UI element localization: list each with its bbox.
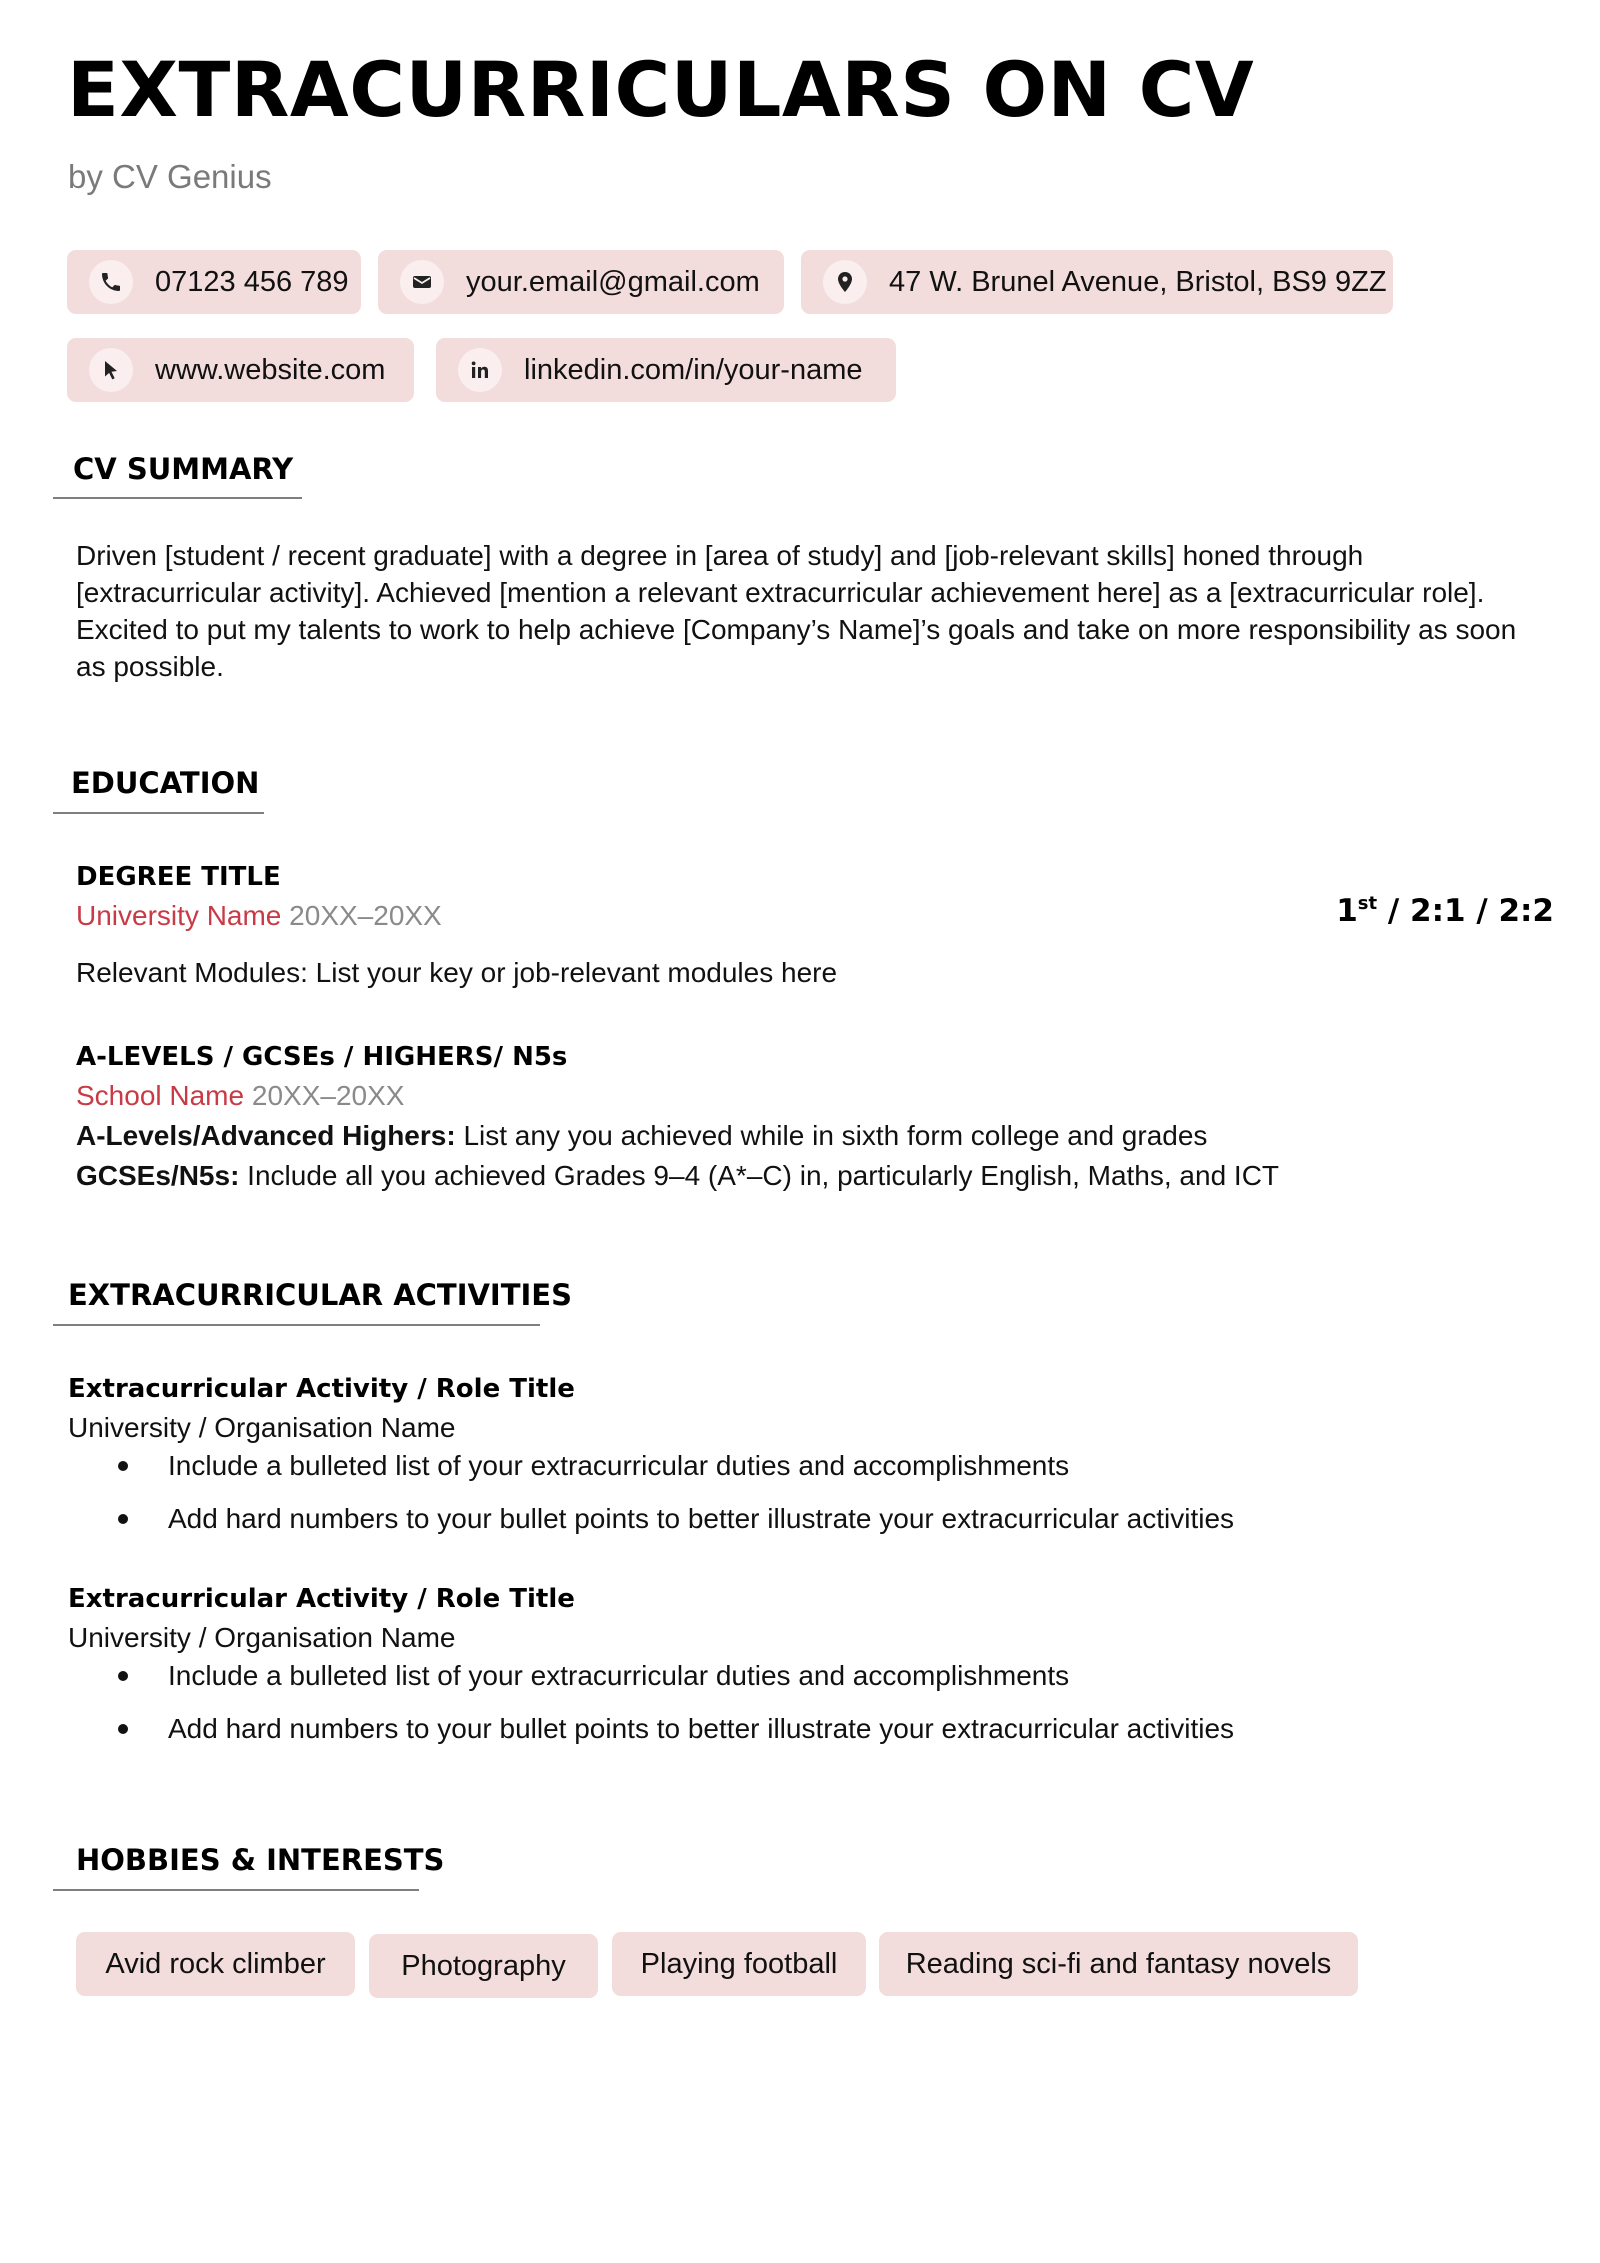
gcse-line bbox=[76, 1160, 1279, 1192]
contact-address[interactable] bbox=[801, 250, 1393, 314]
grade-first: 1 bbox=[1336, 893, 1358, 929]
gcse-label: GCSEs/N5s: bbox=[76, 1160, 240, 1191]
alevels-label: A-Levels/Advanced Highers: bbox=[76, 1120, 456, 1151]
extracurricular-divider bbox=[53, 1324, 540, 1326]
summary-divider bbox=[53, 497, 302, 499]
contact-phone-text: 07123 456 789 bbox=[155, 265, 349, 298]
grade-superscript: st bbox=[1357, 893, 1378, 914]
contact-email[interactable] bbox=[378, 250, 784, 314]
page-title: EXTRACURRICULARS ON CV bbox=[67, 45, 1255, 134]
hobby-chip[interactable]: Reading sci-fi and fantasy novels bbox=[879, 1932, 1358, 1996]
activity-organisation: University / Organisation Name bbox=[68, 1412, 456, 1443]
education-heading: EDUCATION bbox=[71, 766, 260, 800]
contact-email-text: your.email@gmail.com bbox=[466, 265, 760, 298]
summary-heading: CV SUMMARY bbox=[73, 452, 294, 486]
activity-bullet bbox=[118, 1503, 1234, 1535]
school-name: School Name bbox=[76, 1080, 245, 1111]
school-institution-line bbox=[76, 1080, 404, 1112]
hobby-chip[interactable]: Photography bbox=[369, 1934, 598, 1998]
location-pin-icon bbox=[823, 260, 867, 304]
hobbies-divider bbox=[53, 1889, 419, 1891]
contact-website-text: www.website.com bbox=[155, 353, 386, 386]
page-subtitle: by CV Genius bbox=[68, 158, 272, 195]
bullet-dot bbox=[118, 1461, 128, 1471]
cursor-icon bbox=[89, 348, 133, 392]
bullet-dot bbox=[118, 1724, 128, 1734]
email-icon bbox=[400, 260, 444, 304]
bullet-text: Add hard numbers to your bullet points to better illustrate your extracurricular activities bbox=[168, 1713, 1235, 1744]
contact-address-text: 47 W. Brunel Avenue, Bristol, BS9 9ZZ bbox=[889, 265, 1387, 298]
hobby-chip[interactable]: Playing football bbox=[612, 1932, 866, 1996]
bullet-text: Add hard numbers to your bullet points to better illustrate your extracurricular activities bbox=[168, 1503, 1235, 1534]
activity-bullet bbox=[118, 1450, 1069, 1482]
extracurricular-heading: EXTRACURRICULAR ACTIVITIES bbox=[68, 1278, 572, 1312]
activity-bullet bbox=[118, 1713, 1234, 1745]
alevels-line bbox=[76, 1120, 1207, 1152]
gcse-text: Include all you achieved Grades 9–4 (A*–C) in, particularly English, Maths, and ICT bbox=[239, 1160, 1280, 1191]
contact-linkedin[interactable] bbox=[436, 338, 896, 402]
bullet-dot bbox=[118, 1514, 128, 1524]
summary-text: Driven [student / recent graduate] with a degree in [area of study] and [job-relevant skills] honed through [extracurricular activity]. Achieved [mention a relevant extracurricular achievement here] as a [extracurricular role]. Excited to put my talents to work to help achieve [Company’s Name]’s goals and take on more responsibility as soon as possible. bbox=[76, 540, 1517, 682]
grade-others: / 2:1 / 2:2 bbox=[1377, 893, 1554, 929]
degree-modules: Relevant Modules: List your key or job-relevant modules here bbox=[76, 957, 838, 988]
activity-role-title: Extracurricular Activity / Role Title bbox=[68, 1584, 575, 1614]
degree-title: DEGREE TITLE bbox=[76, 862, 281, 892]
university-name: University Name bbox=[76, 900, 282, 931]
phone-icon bbox=[89, 260, 133, 304]
degree-dates: 20XX–20XX bbox=[289, 900, 442, 931]
hobbies-heading: HOBBIES & INTERESTS bbox=[76, 1843, 445, 1877]
hobby-chip[interactable]: Avid rock climber bbox=[76, 1932, 355, 1996]
school-title: A-LEVELS / GCSEs / HIGHERS/ N5s bbox=[76, 1042, 568, 1072]
activity-organisation: University / Organisation Name bbox=[68, 1622, 456, 1653]
degree-institution-line bbox=[76, 900, 442, 932]
activity-role-title: Extracurricular Activity / Role Title bbox=[68, 1374, 575, 1404]
contact-website[interactable] bbox=[67, 338, 414, 402]
bullet-text: Include a bulleted list of your extracurricular duties and accomplishments bbox=[168, 1660, 1070, 1691]
education-divider bbox=[53, 812, 264, 814]
bullet-text: Include a bulleted list of your extracurricular duties and accomplishments bbox=[168, 1450, 1070, 1481]
contact-linkedin-text: linkedin.com/in/your-name bbox=[524, 353, 863, 386]
alevels-text: List any you achieved while in sixth form college and grades bbox=[455, 1120, 1208, 1151]
school-dates: 20XX–20XX bbox=[251, 1080, 405, 1111]
activity-bullet bbox=[118, 1660, 1069, 1692]
degree-grade bbox=[1336, 893, 1554, 929]
contact-phone[interactable] bbox=[67, 250, 361, 314]
bullet-dot bbox=[118, 1671, 128, 1681]
linkedin-icon bbox=[458, 348, 502, 392]
